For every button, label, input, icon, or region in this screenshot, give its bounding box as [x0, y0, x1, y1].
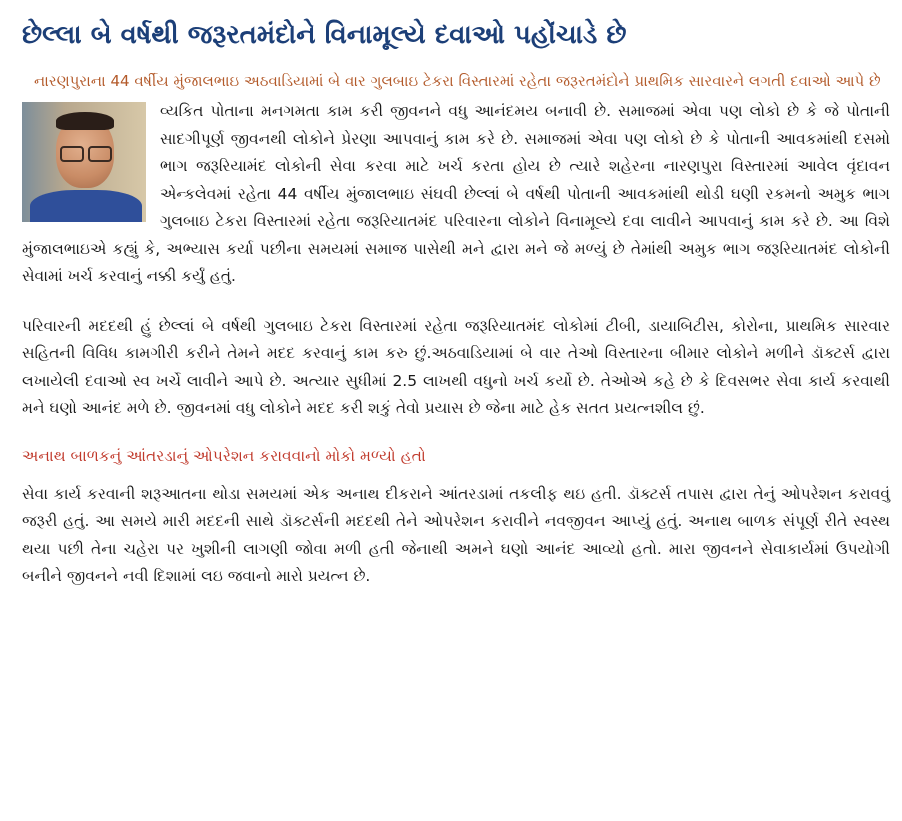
article-subhead: નારણપુરાના 44 વર્ષીય મુંજાલભાઇ અઠવાડિયામાં બે વાર ગુલબાઇ ટેકરા વિસ્તારમાં રહેતા જરૂરતમંદોને પ્રાથમિક સારવારને લગતી દવાઓ આપે છે — [34, 72, 881, 90]
section-heading: અનાથ બાળકનું આંતરડાનું ઓપરેશન કરાવવાનો મોકો મળ્યો હતો — [22, 446, 426, 465]
paragraph-gap — [22, 291, 890, 313]
paragraph-gap — [22, 423, 890, 445]
paragraph-1: વ્યકિત પોતાના મનગમતા કામ કરી જીવનને વધુ આનંદમય બનાવી છે. સમાજમાં એવા પણ લોકો છે કે જે પોતાની સાદગીપૂર્ણ જીવનથી લોકોને પ્રેરણા આપવાનું કામ કરે છે. સમાજમાં એવા પણ લોકો છે કે પોતાની આવકમાંથી દસમો ભાગ જરૂરિયામંદ લોકોની સેવા કરવા માટે ખર્ચ કરતા હોય છે ત્યારે શહેરના નારણપુરા વિસ્તારમાં આવેલ વૃંદાવન એન્કલેવમાં રહેતા 44 વર્ષીય મુંજાલભાઇ સંઘવી છેલ્લાં બે વર્ષથી પોતાની આવકમાંથી થોડી ઘણી રકમનો અમુક ભાગ ગુલબાઇ ટેકરા વિસ્તારમાં રહેતા જરૂરિયાતમંદ પરિવારના લોકોને વિનામૂલ્યે દવા લાવીને આપવાનું કામ કરે છે. આ વિશે મુંજાલભાઇએ કહ્યું કે, અભ્યાસ કર્યા પછીના સમયમાં સમાજ પાસેથી મને દ્વારા મને જે મળ્યું છે તેમાંથી અમુક ભાગ જરૂરિયાતમંદ લોકોની સેવામાં ખર્ચ કરવાનું નક્કી કર્યું હતું. — [22, 102, 890, 285]
photo-glasses-right — [88, 146, 112, 162]
paragraph-2: પરિવારની મદદથી હું છેલ્લાં બે વર્ષથી ગુલબાઇ ટેકરા વિસ્તારમાં રહેતા જરૂરિયાતમંદ લોકોમાં ટીબી, ડાયાબિટીસ, કોરોના, પ્રાથમિક સારવાર સહિતની વિવિધ કામગીરી કરીને તેમને મદદ કરવાનું કામ કરુ છું.અઠવાડિયામાં બે વાર તેઓ વિસ્તારના બીમાર લોકોને મળીને ડૉક્ટર્સ દ્વારા લખાયેલી દવાઓ સ્વ ખર્ચે લાવીને આપે છે. અત્યાર સુધીમાં 2.5 લાખથી વધુનો ખર્ચ કર્યો છે. તેઓએ કહે છે કે દિવસભર સેવા કાર્ય કરવાથી મને ઘણો આનંદ મળે છે. જીવનમાં વધુ લોકોને મદદ કરી શકું તેવો પ્રયાસ છે જેના માટે હેક સતત પ્રયત્નશીલ છું. — [22, 316, 890, 417]
article-headline: છેલ્લા બે વર્ષથી જરૂરતમંદોને વિનામૂલ્યે દવાઓ પહોંચાડે છે — [22, 20, 627, 50]
photo-glasses-left — [60, 146, 84, 162]
paragraph-3: સેવા કાર્ય કરવાની શરૂઆતના થોડા સમયમાં એક અનાથ દીકરાને આંતરડામાં તકલીફ થઇ હતી. ડૉક્ટર્સ તપાસ દ્વારા તેનું ઓપરેશન કરાવવું જરૂરી હતું. આ સમયે મારી મદદની સાથે ડૉક્ટર્સની મદદથી તેને ઓપરેશન કરાવીને નવજીવન આપ્યું હતું. અનાથ બાળક સંપૂર્ણ રીતે સ્વસ્થ થયા પછી તેના ચહેરા પર ખુશીની લાગણી જોવા મળી હતી જેનાથી અમને ઘણો આનંદ આવ્યો હતો. મારા જીવનને સેવાકાર્યમાં ઉપયોગી બનીને જીવનને નવી દિશામાં લઇ જવાનો મારો પ્રયત્ન છે. — [22, 484, 890, 585]
photo-hair — [56, 112, 114, 130]
person-photo — [22, 102, 146, 222]
photo-shirt — [30, 190, 142, 222]
news-article — [22, 18, 890, 591]
article-body — [22, 98, 890, 591]
